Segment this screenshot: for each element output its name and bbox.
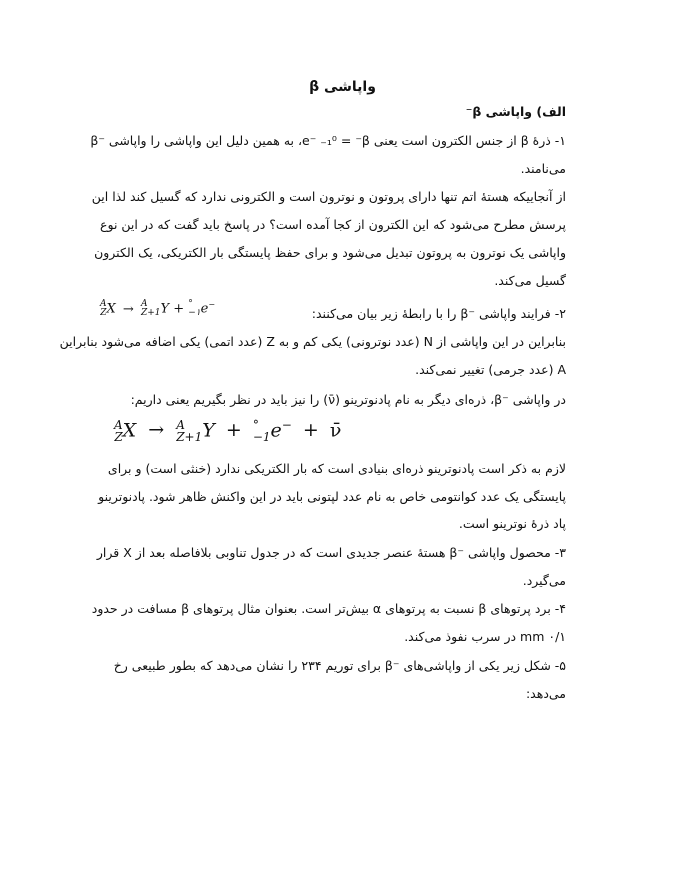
eq1-electron-charge: −۱ — [188, 308, 201, 318]
paragraph-6-line-2: می‌گیرد. — [522, 573, 566, 588]
eq2-antineutrino: ν̄ — [329, 419, 342, 442]
eq1-arrow: → — [122, 301, 134, 317]
eq2-electron: e — [270, 419, 282, 442]
eq2-daughter-z: Z+1 — [176, 430, 203, 445]
eq2-daughter-mass: A — [176, 418, 185, 433]
paragraph-4-line-1: در واپاشی ⁻β، ذره‌ای دیگر به نام پادنوترینو (ν̄) را نیز باید در نظر بگیریم یعنی داریم: — [130, 392, 566, 407]
paragraph-8-line-2: می‌دهد: — [525, 686, 566, 701]
eq1-daughter-mass: A — [140, 299, 148, 309]
paragraph-1-line-1: ۱- ذرهٔ β از جنس الکترون است یعنی e⁻ ₋₁⁰ = ⁻β، به همین دلیل این واپاشی را واپاشی ⁻β — [90, 133, 566, 148]
eq2-mass-number: A — [114, 418, 123, 433]
eq1-mass-number: A — [100, 299, 107, 309]
paragraph-3-line-2: بنابراین در این واپاشی از N (عدد نوترونی) یکی کم و به Z (عدد اتمی) یکی اضافه می‌شود بنابراین — [59, 334, 566, 349]
paragraph-1-line-2: می‌نامند. — [520, 161, 566, 176]
eq2-electron-charge: −1 — [252, 430, 271, 445]
paragraph-2-line-2: پرسش مطرح می‌شود که این الکترون از کجا آمده است؟ در پاسخ باید گفت که در این نوع — [100, 217, 566, 232]
decay-equation-2 — [114, 418, 341, 443]
eq2-arrow: → — [148, 419, 165, 442]
eq1-atomic-number: Z — [100, 308, 107, 318]
eq1-daughter-symbol: Y — [160, 301, 170, 317]
paragraph-5-line-2: پایستگی یک عدد کوانتومی خاص به نام عدد لپتونی باید در این واکنش ظاهر شود. پادنوترینو — [98, 489, 566, 504]
eq2-daughter-symbol: Y — [202, 419, 215, 442]
eq1-plus: + — [173, 301, 185, 317]
paragraph-3-line-1: ۲- فرایند واپاشی ⁻β را با رابطهٔ زیر بیان می‌کنند: — [311, 306, 566, 321]
paragraph-5-line-3: پاد ذرهٔ نوترینو است. — [458, 516, 566, 531]
paragraph-8-line-1: ۵- شکل زیر یکی از واپاشی‌های ⁻β برای توریم ۲۳۴ را نشان می‌دهد که بطور طبیعی رخ — [113, 658, 566, 673]
eq2-atomic-number: Z — [114, 430, 123, 445]
eq1-electron-sign: − — [208, 300, 216, 310]
eq2-plus-2: + — [302, 419, 319, 442]
eq2-plus-1: + — [225, 419, 242, 442]
paragraph-2-line-1: از آنجاییکه هستهٔ اتم تنها دارای پروتون و نوترون است و الکترونی ندارد که گسیل کند لذا این — [91, 189, 566, 204]
paragraph-5-line-1: لازم به ذکر است پادنوترینو ذره‌ای بنیادی است که بار الکتریکی ندارد (خنثی است) و برای — [107, 461, 566, 476]
paragraph-2-line-4: گسیل می‌کند. — [494, 273, 566, 288]
paragraph-6-line-1: ۳- محصول واپاشی ⁻β هستهٔ عنصر جدیدی است که در جدول تناوبی بلافاصله بعد از X قرار — [96, 545, 566, 560]
eq1-parent-symbol: X — [106, 301, 116, 317]
eq1-electron-mass: ° — [188, 299, 193, 309]
paragraph-2-line-3: واپاشی یک نوترون به پروتون تبدیل می‌شود و برای حفظ پایستگی بار الکتریکی، یک الکترون — [94, 245, 566, 260]
eq1-electron: e — [200, 301, 209, 317]
eq2-electron-sign: − — [281, 418, 292, 432]
decay-equation-1 — [100, 300, 215, 318]
eq2-electron-mass: ° — [252, 418, 259, 433]
paragraph-3-line-3: A (عدد جرمی) تغییر نمی‌کند. — [415, 362, 566, 377]
page-title: واپاشی β — [309, 79, 376, 95]
eq1-daughter-z: Z+1 — [140, 308, 161, 318]
paragraph-7-line-1: ۴- برد پرتوهای β نسبت به پرتوهای α بیش‌تر است. بعنوان مثال پرتوهای β مسافت در حدود — [91, 601, 566, 616]
paragraph-7-line-2: mm ۰/۱ در سرب نفوذ می‌کند. — [404, 629, 566, 644]
eq2-parent-symbol: X — [122, 419, 137, 442]
section-heading: الف) واپاشی β⁻ — [465, 104, 566, 119]
